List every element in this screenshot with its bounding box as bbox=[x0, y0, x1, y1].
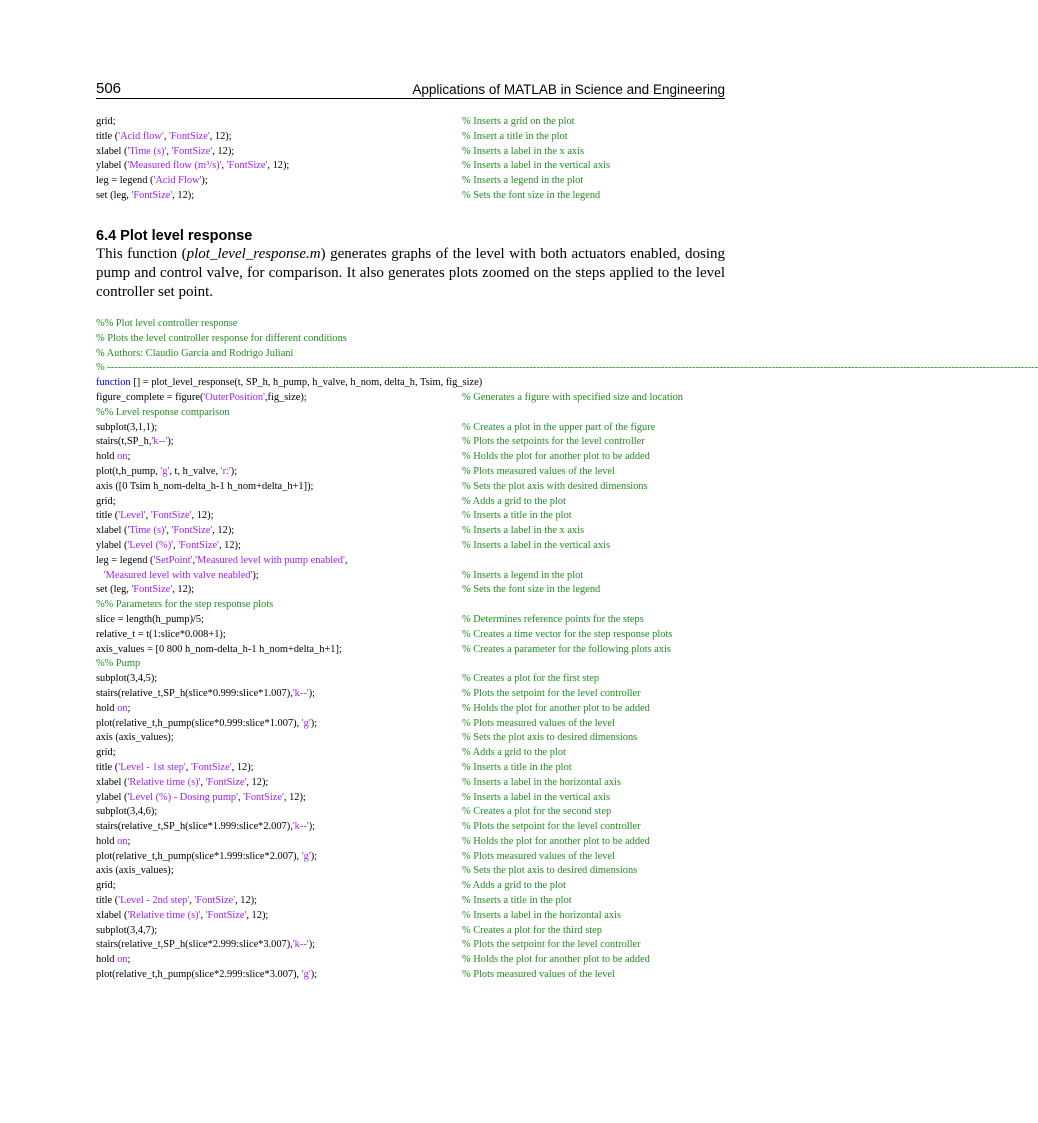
code-inline-comment: % Inserts a label in the vertical axis bbox=[462, 539, 611, 551]
code-statement bbox=[96, 776, 268, 791]
code-statement bbox=[96, 569, 259, 584]
code-string: 'r:' bbox=[220, 465, 231, 477]
code-text: hold bbox=[96, 702, 118, 714]
code-line bbox=[96, 776, 725, 791]
code-line bbox=[96, 879, 725, 894]
code-inline-comment: % Inserts a label in the vertical axis bbox=[462, 160, 611, 172]
code-text: title ( bbox=[96, 510, 119, 522]
code-line bbox=[96, 968, 725, 983]
code-text: plot(relative_t,h_pump(slice*0.999:slice*1.007), bbox=[96, 717, 302, 729]
code-statement bbox=[96, 835, 130, 850]
code-string: 'FontSize' bbox=[131, 584, 173, 596]
code-text: axis_values = [0 800 h_nom-delta_h-1 h_nom+delta_h+1]; bbox=[96, 643, 342, 655]
code-statement bbox=[96, 672, 157, 687]
code-text: ; bbox=[127, 451, 131, 463]
code-statement bbox=[96, 376, 482, 391]
code-text: , bbox=[200, 776, 206, 788]
code-statement bbox=[96, 864, 174, 879]
code-text: , bbox=[166, 145, 172, 157]
code-line bbox=[96, 495, 725, 510]
code-text: ; bbox=[127, 835, 131, 847]
code-inline-comment: % Inserts a label in the vertical axis bbox=[462, 791, 611, 803]
code-statement bbox=[96, 702, 130, 717]
code-line bbox=[96, 376, 725, 391]
code-keyword: function bbox=[96, 377, 131, 389]
code-text: , bbox=[185, 761, 191, 773]
code-string: 'FontSize' bbox=[205, 909, 247, 921]
code-inline-comment: % Inserts a label in the horizontal axis bbox=[462, 909, 621, 921]
code-string: 'g' bbox=[160, 465, 170, 477]
code-inline-comment: % Inserts a title in the plot bbox=[462, 761, 572, 773]
code-inline-comment: % Insert a title in the plot bbox=[462, 130, 568, 142]
code-inline-comment: % Inserts a grid on the plot bbox=[462, 116, 575, 127]
code-text: ); bbox=[310, 717, 318, 729]
code-statement bbox=[96, 613, 204, 628]
code-inline-comment: % Inserts a label in the x axis bbox=[462, 145, 585, 157]
code-inline-comment: % Plots measured values of the level bbox=[462, 717, 615, 729]
code-line bbox=[96, 347, 725, 362]
code-text: slice = length(h_pump)/5; bbox=[96, 613, 205, 625]
code-text: xlabel ( bbox=[96, 525, 128, 537]
code-text: , 12); bbox=[246, 776, 269, 788]
code-string: 'FontSize' bbox=[131, 189, 173, 201]
code-text: hold bbox=[96, 954, 118, 966]
code-text: xlabel ( bbox=[96, 145, 128, 157]
code-inline-comment: % Creates a parameter for the following plots axis bbox=[462, 643, 671, 655]
code-text: , bbox=[145, 510, 151, 522]
code-string: 'FontSize' bbox=[169, 130, 210, 142]
code-inline-comment: % Holds the plot for another plot to be added bbox=[462, 954, 650, 966]
code-text: axis ([0 Tsim h_nom-delta_h-1 h_nom+delta_h+1]); bbox=[96, 480, 314, 492]
code-text: stairs(relative_t,SP_h(slice*1.999:slice*2.007), bbox=[96, 821, 293, 833]
code-text: subplot(3,1,1); bbox=[96, 421, 158, 433]
code-string: 'FontSize' bbox=[171, 525, 213, 537]
code-text: , bbox=[221, 160, 227, 172]
code-string: 'Level (%) - Dosing pump' bbox=[127, 791, 238, 803]
code-text: ); bbox=[252, 569, 259, 581]
code-string: 'SetPoint' bbox=[153, 554, 193, 566]
code-statement bbox=[96, 391, 307, 406]
code-text: hold bbox=[96, 451, 118, 463]
code-inline-comment: % Plots the setpoint for the level controller bbox=[462, 687, 641, 699]
code-line bbox=[96, 317, 725, 332]
code-string: on bbox=[117, 954, 128, 966]
code-line bbox=[96, 450, 725, 465]
code-statement bbox=[96, 159, 289, 174]
code-line bbox=[96, 361, 1038, 376]
code-line bbox=[96, 717, 725, 732]
code-line bbox=[96, 421, 725, 436]
code-text: , bbox=[163, 130, 170, 142]
code-string: 'k--' bbox=[292, 821, 309, 833]
code-text: ); bbox=[308, 939, 316, 951]
code-statement bbox=[96, 174, 208, 189]
code-line bbox=[96, 805, 725, 820]
code-inline-comment: % Adds a grid to the plot bbox=[462, 747, 566, 759]
code-text: subplot(3,4,6); bbox=[96, 806, 158, 818]
code-string: 'g' bbox=[301, 850, 311, 862]
code-text: set (leg, bbox=[96, 189, 132, 201]
code-line bbox=[96, 687, 725, 702]
code-text: ); bbox=[308, 821, 316, 833]
code-text: xlabel ( bbox=[96, 909, 128, 921]
code-inline-comment: % Inserts a label in the x axis bbox=[462, 525, 585, 537]
code-string: 'Relative time (s)' bbox=[127, 909, 201, 921]
code-statement bbox=[96, 435, 174, 450]
code-inline-comment: % Plots the setpoints for the level controller bbox=[462, 436, 645, 448]
code-line bbox=[96, 761, 725, 776]
code-statement bbox=[96, 791, 306, 806]
code-inline-comment: % Inserts a legend in the plot bbox=[462, 175, 584, 187]
code-text: plot(relative_t,h_pump(slice*1.999:slice*2.007), bbox=[96, 850, 302, 862]
code-text: , t, h_valve, bbox=[169, 465, 221, 477]
code-comment: %% Plot level controller response bbox=[96, 318, 238, 329]
code-line bbox=[96, 746, 725, 761]
code-line bbox=[96, 465, 725, 480]
code-statement bbox=[96, 539, 241, 554]
code-line bbox=[96, 480, 725, 495]
code-statement bbox=[96, 746, 116, 761]
code-inline-comment: % Inserts a title in the plot bbox=[462, 510, 572, 522]
code-line bbox=[96, 332, 725, 347]
code-string: 'FontSize' bbox=[178, 539, 219, 551]
code-inline-comment: % Creates a plot for the second step bbox=[462, 806, 612, 818]
code-string: 'Level (%)' bbox=[127, 539, 174, 551]
code-text: ); bbox=[310, 850, 318, 862]
code-text: , bbox=[344, 554, 348, 566]
code-text: ylabel ( bbox=[96, 160, 128, 172]
code-inline-comment: % Plots measured values of the level bbox=[462, 850, 615, 862]
code-statement bbox=[96, 465, 237, 480]
code-line bbox=[96, 894, 725, 909]
code-text: ); bbox=[308, 687, 316, 699]
code-comment: %% Parameters for the step response plots bbox=[96, 599, 274, 611]
code-string: on bbox=[117, 451, 128, 463]
code-text: figure_complete = figure( bbox=[96, 391, 204, 403]
code-statement bbox=[96, 583, 194, 598]
code-text: ); bbox=[310, 969, 318, 981]
code-text: ); bbox=[167, 436, 174, 448]
code-statement bbox=[96, 643, 342, 658]
code-line bbox=[96, 174, 725, 189]
section-paragraph bbox=[96, 245, 725, 302]
code-inline-comment: % Creates a plot in the upper part of the figure bbox=[462, 421, 656, 433]
code-text: plot(t,h_pump, bbox=[96, 465, 161, 477]
code-statement bbox=[96, 495, 116, 510]
code-string: 'Measured level with valve neabled' bbox=[103, 569, 253, 581]
code-inline-comment: % Adds a grid to the plot bbox=[462, 495, 566, 507]
code-text: title ( bbox=[96, 130, 119, 142]
code-text: , 12); bbox=[267, 160, 290, 172]
code-text: ); bbox=[201, 175, 208, 187]
code-string: 'OuterPosition' bbox=[203, 391, 265, 403]
code-string: 'FontSize' bbox=[190, 761, 232, 773]
code-comment: % Authors: Claudio Garcia and Rodrigo Juliani bbox=[96, 347, 294, 359]
code-line bbox=[96, 953, 725, 968]
code-line bbox=[96, 820, 725, 835]
code-statement bbox=[96, 421, 157, 436]
code-text bbox=[96, 570, 104, 581]
code-line bbox=[96, 539, 725, 554]
code-statement bbox=[96, 115, 116, 130]
code-text: title ( bbox=[96, 895, 119, 907]
code-string: 'FontSize' bbox=[194, 895, 236, 907]
code-statement bbox=[96, 879, 116, 894]
code-line bbox=[96, 672, 725, 687]
code-string: 'k--' bbox=[292, 939, 309, 951]
code-text: , 12); bbox=[235, 895, 258, 907]
code-line bbox=[96, 643, 725, 658]
code-inline-comment: % Sets the plot axis with desired dimensions bbox=[462, 480, 648, 492]
code-line bbox=[96, 598, 725, 613]
para-text-1: This function ( bbox=[96, 246, 187, 262]
page-number: 506 bbox=[96, 80, 122, 97]
code-string: on bbox=[117, 835, 128, 847]
code-inline-comment: % Plots the setpoint for the level controller bbox=[462, 939, 641, 951]
code-statement bbox=[96, 894, 257, 909]
code-string: 'FontSize' bbox=[243, 791, 284, 803]
code-inline-comment: % Sets the plot axis to desired dimensions bbox=[462, 865, 638, 877]
code-text: , 12); bbox=[191, 510, 214, 522]
code-text: ylabel ( bbox=[96, 791, 128, 803]
code-text: axis (axis_values); bbox=[96, 865, 174, 877]
code-string: 'FontSize' bbox=[226, 160, 268, 172]
code-text: , 12); bbox=[172, 189, 195, 201]
code-line bbox=[96, 613, 725, 628]
code-text: ; bbox=[127, 954, 131, 966]
code-string: 'Measured level with pump enabled' bbox=[195, 554, 345, 566]
section-heading: 6.4 Plot level response bbox=[96, 228, 253, 244]
code-string: 'Time (s)' bbox=[127, 145, 167, 157]
code-statement bbox=[96, 687, 315, 702]
running-title: Applications of MATLAB in Science and Engineering bbox=[412, 82, 725, 97]
code-text: ylabel ( bbox=[96, 539, 128, 551]
code-statement bbox=[96, 968, 317, 983]
code-comment: % Plots the level controller response for different conditions bbox=[96, 332, 347, 344]
code-text: , 12); bbox=[212, 145, 235, 157]
code-inline-comment: % Holds the plot for another plot to be added bbox=[462, 451, 650, 463]
code-line bbox=[96, 189, 725, 204]
code-line bbox=[96, 435, 725, 450]
code-text: xlabel ( bbox=[96, 776, 128, 788]
code-line bbox=[96, 835, 725, 850]
code-line bbox=[96, 702, 725, 717]
code-inline-comment: % Sets the font size in the legend bbox=[462, 584, 601, 596]
code-text: [] = plot_level_response(t, SP_h, h_pump, h_valve, h_nom, delta_h, Tsim, fig_size) bbox=[130, 377, 483, 389]
code-statement bbox=[96, 953, 130, 968]
code-string: on bbox=[117, 702, 128, 714]
code-line bbox=[96, 554, 725, 569]
code-line bbox=[96, 791, 725, 806]
code-text: , 12); bbox=[212, 525, 235, 537]
code-text: , bbox=[192, 554, 196, 566]
code-text: leg = legend ( bbox=[96, 554, 154, 566]
code-text: , bbox=[200, 909, 206, 921]
code-string: 'k--' bbox=[151, 436, 168, 448]
code-statement bbox=[96, 717, 317, 732]
code-inline-comment: % Sets the plot axis to desired dimensions bbox=[462, 732, 638, 744]
code-inline-comment: % Creates a time vector for the step response plots bbox=[462, 628, 673, 640]
code-statement bbox=[96, 189, 194, 204]
code-string: 'k--' bbox=[292, 687, 309, 699]
code-string: 'g' bbox=[301, 717, 311, 729]
code-inline-comment: % Sets the font size in the legend bbox=[462, 189, 601, 201]
code-line bbox=[96, 115, 725, 130]
code-statement bbox=[96, 820, 315, 835]
code-string: 'Acid flow' bbox=[118, 130, 164, 142]
code-statement bbox=[96, 450, 130, 465]
code-line bbox=[96, 130, 725, 145]
code-line bbox=[96, 909, 725, 924]
code-statement bbox=[96, 554, 347, 569]
code-inline-comment: % Holds the plot for another plot to be added bbox=[462, 702, 650, 714]
code-text: stairs(relative_t,SP_h(slice*2.999:slice*3.007), bbox=[96, 939, 293, 951]
code-text: , 12); bbox=[218, 539, 241, 551]
code-string: 'Measured flow (m³/s)' bbox=[127, 160, 222, 172]
code-text: leg = legend ( bbox=[96, 175, 154, 187]
code-string: 'FontSize' bbox=[171, 145, 213, 157]
code-inline-comment: % Holds the plot for another plot to be added bbox=[462, 835, 650, 847]
code-line bbox=[96, 391, 725, 406]
code-text: grid; bbox=[96, 747, 116, 759]
code-line bbox=[96, 524, 725, 539]
code-line bbox=[96, 864, 725, 879]
code-line bbox=[96, 628, 725, 643]
code-separator: % ----------------------------------------------------------------------------------------------------------------------------------------------------------------------------------------------------------------------------------------------------------------------------- bbox=[96, 362, 1038, 374]
code-line bbox=[96, 583, 725, 598]
code-text: , bbox=[189, 895, 195, 907]
code-text: ); bbox=[230, 465, 238, 477]
code-text: grid; bbox=[96, 880, 116, 892]
code-statement bbox=[96, 938, 315, 953]
code-text: , 12); bbox=[231, 761, 254, 773]
code-listing-top bbox=[96, 115, 725, 204]
code-text: axis (axis_values); bbox=[96, 732, 174, 744]
code-line bbox=[96, 938, 725, 953]
code-string: 'Time (s)' bbox=[127, 525, 167, 537]
code-inline-comment: % Generates a figure with specified size and location bbox=[462, 391, 683, 403]
code-string: 'Level - 2nd step' bbox=[118, 895, 190, 907]
code-inline-comment: % Plots the setpoint for the level controller bbox=[462, 821, 641, 833]
code-text: ,fig_size); bbox=[264, 391, 307, 403]
code-statement bbox=[96, 145, 234, 160]
code-line bbox=[96, 159, 725, 174]
code-line bbox=[96, 924, 725, 939]
code-string: 'Relative time (s)' bbox=[127, 776, 201, 788]
code-statement bbox=[96, 509, 213, 524]
code-line bbox=[96, 509, 725, 524]
code-line bbox=[96, 145, 725, 160]
code-statement bbox=[96, 628, 226, 643]
code-comment: %% Pump bbox=[96, 658, 141, 670]
code-string: 'FontSize' bbox=[205, 776, 247, 788]
code-inline-comment: % Determines reference points for the steps bbox=[462, 613, 644, 625]
code-text: stairs(relative_t,SP_h(slice*0.999:slice*1.007), bbox=[96, 687, 293, 699]
code-inline-comment: % Creates a plot for the third step bbox=[462, 924, 602, 936]
code-statement bbox=[96, 924, 157, 939]
code-statement bbox=[96, 731, 174, 746]
code-statement bbox=[96, 909, 268, 924]
code-text: set (leg, bbox=[96, 584, 132, 596]
code-string: 'Level' bbox=[118, 510, 146, 522]
code-listing-main bbox=[96, 317, 1038, 983]
code-line bbox=[96, 731, 725, 746]
code-text: , bbox=[166, 525, 172, 537]
code-text: relative_t = t(1:slice*0.008+1); bbox=[96, 628, 226, 640]
para-text-2: ) generates graphs of the level with both actuators enabled, dosing pump and control valve, for comparison. It also generates plots zoomed on the steps applied to the level controller set point. bbox=[96, 246, 725, 300]
code-line bbox=[96, 569, 725, 584]
code-inline-comment: % Plots measured values of the level bbox=[462, 465, 615, 477]
code-inline-comment: % Plots measured values of the level bbox=[462, 969, 615, 981]
code-statement bbox=[96, 805, 157, 820]
code-inline-comment: % Adds a grid to the plot bbox=[462, 880, 566, 892]
code-string: 'g' bbox=[301, 969, 311, 981]
code-text: subplot(3,4,7); bbox=[96, 924, 158, 936]
code-text: , 12); bbox=[172, 584, 195, 596]
code-text: title ( bbox=[96, 761, 119, 773]
code-line bbox=[96, 657, 725, 672]
code-string: 'Level - 1st step' bbox=[118, 761, 186, 773]
code-text: hold bbox=[96, 835, 118, 847]
code-statement bbox=[96, 761, 254, 776]
code-statement bbox=[96, 850, 317, 865]
code-text: , 12); bbox=[209, 130, 232, 142]
code-text: subplot(3,4,5); bbox=[96, 673, 158, 685]
code-inline-comment: % Creates a plot for the first step bbox=[462, 673, 600, 685]
code-text: plot(relative_t,h_pump(slice*2.999:slice*3.007), bbox=[96, 969, 302, 981]
code-statement bbox=[96, 524, 234, 539]
code-text: , bbox=[237, 791, 244, 803]
code-string: 'FontSize' bbox=[150, 510, 192, 522]
code-comment: %% Level response comparison bbox=[96, 406, 230, 418]
code-text: grid; bbox=[96, 495, 116, 507]
code-text: , 12); bbox=[246, 909, 269, 921]
code-string: 'Acid Flow' bbox=[153, 175, 202, 187]
code-line bbox=[96, 850, 725, 865]
code-statement bbox=[96, 480, 313, 495]
para-filename: plot_level_response.m bbox=[186, 246, 321, 262]
code-statement bbox=[96, 130, 232, 145]
code-line bbox=[96, 406, 725, 421]
code-inline-comment: % Inserts a legend in the plot bbox=[462, 569, 584, 581]
code-text: stairs(t,SP_h, bbox=[96, 436, 152, 448]
code-text: , bbox=[173, 539, 179, 551]
header-rule bbox=[96, 98, 725, 99]
code-text: , 12); bbox=[283, 791, 306, 803]
code-text: ; bbox=[127, 702, 131, 714]
code-inline-comment: % Inserts a label in the horizontal axis bbox=[462, 776, 621, 788]
code-inline-comment: % Inserts a title in the plot bbox=[462, 895, 572, 907]
code-text: grid; bbox=[96, 116, 116, 127]
